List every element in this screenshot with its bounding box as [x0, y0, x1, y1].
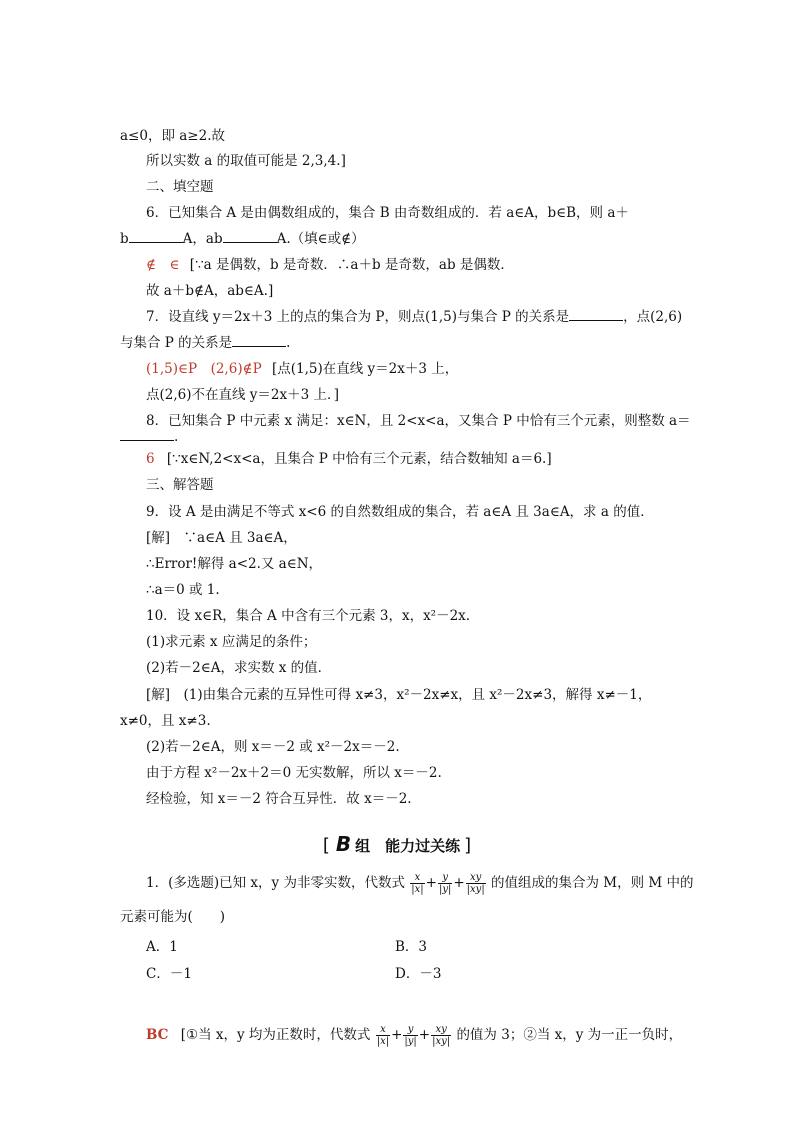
- section-heading: 二、填空题: [146, 179, 214, 195]
- question-8: 8．已知集合 P 中元素 x 满足：x∈N，且 2<x<a，又集合 P 中恰有三个元素，则整数 a＝: [146, 413, 691, 429]
- option-d: D．－3: [395, 966, 442, 982]
- explanation: [∵a 是偶数，b 是奇数．∴a＋b 是奇数，ab 是偶数．: [189, 257, 514, 273]
- fraction: [376, 1024, 390, 1047]
- denominator: |xy|: [432, 1036, 451, 1047]
- text-line: [解] ∵a∈A 且 3a∈A，: [146, 530, 297, 546]
- question-7-cont: [120, 334, 290, 352]
- bracket: [: [322, 835, 330, 856]
- text: 的值为 3；②当 x，y 为一正一负时，: [456, 1027, 683, 1043]
- text-line: 由于方程 x²－2x＋2＝0 无实数解，所以 x＝－2.: [146, 765, 442, 781]
- answer-key: 6: [146, 451, 155, 467]
- fraction: [466, 872, 486, 895]
- bracket: ]: [464, 835, 472, 856]
- text-line: (2)若－2∈A，求实数 x 的值．: [146, 660, 332, 676]
- plus: +: [425, 875, 437, 891]
- text: 的值组成的集合为 M，则 M 中的: [490, 875, 694, 891]
- text: 1．(多选题)已知 x，y 为非零实数，代数式: [146, 875, 405, 891]
- answer-blank: [569, 308, 623, 321]
- answer-key: ∉ ∈: [146, 257, 180, 273]
- answer-key: (1,5)∈P (2,6)∉P: [146, 361, 262, 377]
- text-line: 经检验，知 x＝－2 符合互异性．故 x＝－2.: [146, 791, 412, 807]
- text-line: (2)若－2∈A，则 x＝－2 或 x²－2x＝－2.: [146, 739, 400, 755]
- question-10: 10．设 x∈R，集合 A 中含有三个元素 3，x，x²－2x.: [146, 608, 471, 624]
- fraction: [410, 872, 424, 895]
- numerator: x: [410, 872, 424, 884]
- text: .: [174, 429, 179, 445]
- fraction: [438, 872, 452, 895]
- answer-b1: [146, 1024, 682, 1047]
- plus: +: [453, 875, 465, 891]
- text-line: a≤0，即 a≥2.故: [120, 128, 225, 144]
- denominator: |y|: [438, 884, 452, 895]
- text: ，点(2,6): [623, 309, 683, 325]
- group-heading: [0, 832, 794, 856]
- answer-blank: [232, 334, 286, 347]
- text: [①当 x，y 均为正数时，代数式: [180, 1027, 371, 1043]
- text: .: [286, 335, 291, 351]
- denominator: |xy|: [466, 884, 485, 895]
- text-line: 所以实数 a 的取值可能是 2,3,4.]: [146, 153, 346, 169]
- section-heading: 三、解答题: [146, 477, 214, 493]
- numerator: xy: [466, 872, 486, 884]
- question-6-cont: [120, 230, 365, 248]
- answer-6: [146, 256, 514, 274]
- question-7: [146, 308, 682, 326]
- text: 7．设直线 y＝2x＋3 上的点的集合为 P，则点(1,5)与集合 P 的关系是: [146, 309, 570, 325]
- group-letter: B: [335, 832, 352, 856]
- text: 与集合 P 的关系是: [120, 335, 233, 351]
- fraction: [431, 1024, 451, 1047]
- question-b1: [146, 872, 694, 895]
- text-line: ∴a＝0 或 1.: [146, 582, 220, 598]
- numerator: xy: [431, 1024, 451, 1036]
- fraction: [403, 1024, 417, 1047]
- group-title-text: 组 能力过关练: [355, 837, 461, 855]
- question-6: 6．已知集合 A 是由偶数组成的，集合 B 由奇数组成的．若 a∈A，b∈B，则 a＋: [146, 205, 629, 221]
- text-line: 故 a＋b∉A，ab∈A.]: [146, 283, 274, 299]
- answer-blank: [120, 428, 174, 441]
- answer-7: [146, 360, 458, 378]
- plus: +: [418, 1027, 431, 1043]
- numerator: y: [438, 872, 452, 884]
- answer-blank: [129, 230, 183, 243]
- text-line: [解] (1)由集合元素的互异性可得 x≠3，x²－2x≠x，且 x²－2x≠3，解得 x≠－1，: [146, 687, 652, 703]
- numerator: y: [403, 1024, 417, 1036]
- text: b: [120, 231, 129, 247]
- answer-key: BC: [146, 1027, 169, 1043]
- question-9: 9．设 A 是由满足不等式 x<6 的自然数组成的集合，若 a∈A 且 3a∈A，求 a 的值．: [146, 504, 654, 520]
- option-b: B．3: [395, 939, 428, 955]
- answer-8: [146, 450, 552, 468]
- text-line: 元素可能为( ): [120, 909, 226, 925]
- text: A.（填∈或∉）: [276, 231, 365, 247]
- numerator: x: [376, 1024, 390, 1036]
- text: A，ab: [182, 231, 223, 247]
- explanation: [∵x∈N,2<x<a，且集合 P 中恰有三个元素，结合数轴知 a＝6.]: [166, 451, 552, 467]
- denominator: |x|: [411, 884, 424, 895]
- text-line: ∴Error!解得 a<2.又 a∈N，: [146, 556, 323, 572]
- question-8-cont: [120, 428, 178, 446]
- answer-blank: [223, 230, 277, 243]
- explanation: [点(1,5)在直线 y＝2x＋3 上，: [271, 361, 459, 377]
- denominator: |x|: [376, 1036, 390, 1047]
- option-a: A．1: [146, 939, 178, 955]
- text-line: x≠0，且 x≠3.: [120, 713, 211, 729]
- plus: +: [391, 1027, 403, 1043]
- text-line: (1)求元素 x 应满足的条件；: [146, 634, 317, 650]
- option-c: C．－1: [146, 966, 192, 982]
- text-line: 点(2,6)不在直线 y＝2x＋3 上．]: [146, 387, 340, 403]
- denominator: |y|: [404, 1036, 417, 1047]
